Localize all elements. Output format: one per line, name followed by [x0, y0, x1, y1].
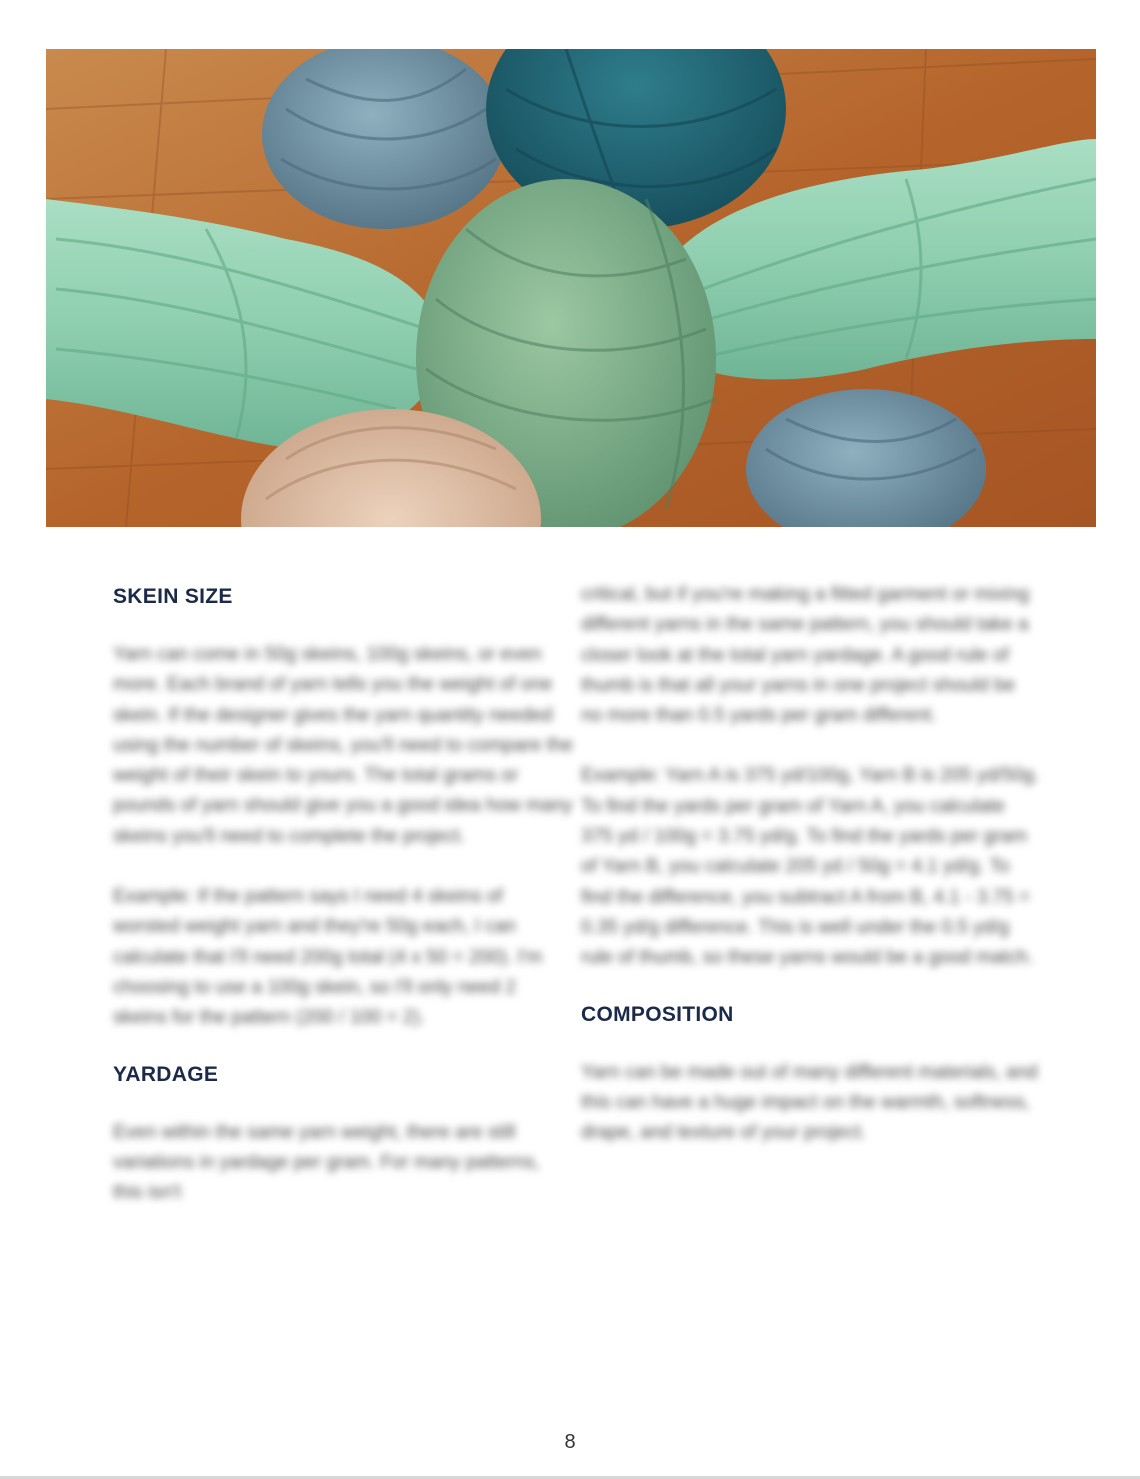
- skein-size-example-paragraph: Example: If the pattern says I need 4 skeins of worsted weight yarn and they're 50g each, I can calculate that I'll need 200g total (4 x 50 = 200). I'm choosing to use a 100g skein, so I'll only need 2 skeins for the pattern (200 / 100 = 2).: [113, 886, 543, 1029]
- yarn-skeins-photo-icon: [46, 49, 1096, 527]
- composition-heading: COMPOSITION: [581, 1002, 734, 1026]
- skein-size-paragraph: Yarn can come in 50g skeins, 100g skeins, or even more. Each brand of yarn tells you the weight of one skein. If the designer gives the yarn quantity needed using the number of skeins, you'll need to compare the weight of their skein to yours. The total grams or pounds of yarn should give you a good idea how many skeins you'll need to complete the project.: [113, 644, 573, 847]
- yardage-example-paragraph: Example: Yarn A is 375 yd/100g, Yarn B is 205 yd/50g. To find the yards per gram of Yarn A, you calculate 375 yd / 100g = 3.75 yd/g. To find the yards per gram of Yarn B, you calculate 205 yd / 50g = 4.1 yd/g. To find the difference, you subtract A from B, 4.1 - 3.75 = 0.35 yd/g difference. This is well under the 0.5 yd/g rule of thumb, so these yarns would be a good match.: [581, 765, 1040, 969]
- yardage-paragraph: Even within the same yarn weight, there are still variations in yardage per gram. For many patterns, this isn't: [113, 1121, 540, 1204]
- composition-paragraph: Yarn can be made out of many different materials, and this can have a huge impact on the warmth, softness, drape, and texture of your project.: [581, 1061, 1038, 1144]
- yardage-continued-paragraph: critical, but if you're making a fitted garment or mixing different yarns in the same pattern, you should take a closer look at the total yarn yardage. A good rule of thumb is that all your yarns in one project should be no more than 0.5 yards per gram different.: [581, 584, 1030, 727]
- yardage-heading: YARDAGE: [113, 1062, 219, 1086]
- skein-size-heading: SKEIN SIZE: [113, 585, 233, 608]
- page-number: 8: [564, 1431, 576, 1453]
- hero-photo: [46, 49, 1096, 527]
- left-column: [113, 580, 573, 1208]
- right-column: [581, 580, 1041, 1148]
